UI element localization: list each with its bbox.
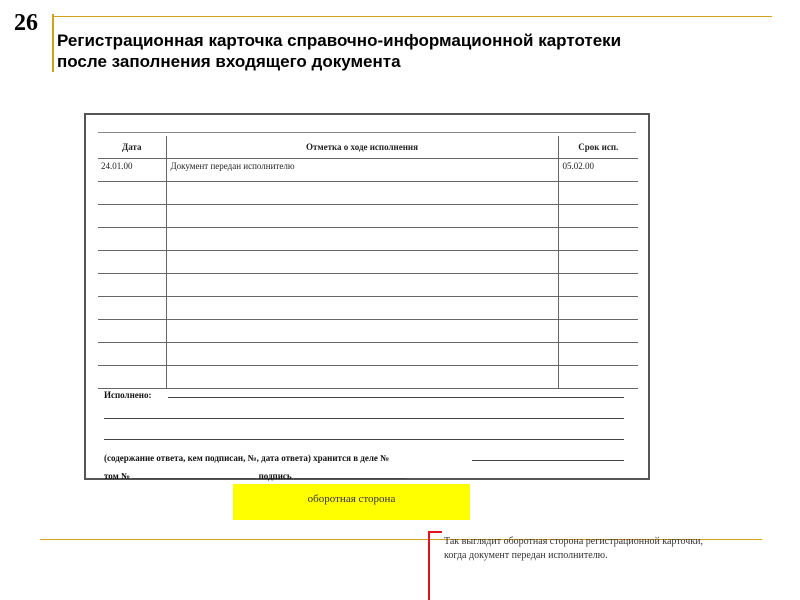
slide-number: 26	[14, 10, 38, 36]
note-marker-line	[428, 531, 430, 600]
registration-card	[84, 113, 650, 480]
volume-signature-line	[104, 465, 624, 483]
header-progress: Отметка о ходе исполнения	[166, 136, 558, 159]
signature-blank	[294, 470, 406, 479]
blank-line	[104, 402, 624, 423]
note-marker-tick	[430, 531, 442, 533]
cell-deadline: 05.02.00	[558, 159, 638, 182]
table-row	[98, 251, 638, 274]
card-top-rule	[98, 132, 636, 133]
table-header-row	[98, 136, 638, 159]
reverse-side-label: оборотная сторона	[307, 493, 396, 505]
table-row	[98, 320, 638, 343]
table-row	[98, 343, 638, 366]
title-accent-horizontal-line	[52, 16, 772, 17]
blank-fill-1	[104, 418, 624, 419]
storage-label: (содержание ответа, кем подписан, №, дата ответа) хранится в деле №	[104, 453, 390, 463]
title-accent-vertical-line	[52, 14, 54, 72]
reverse-side-highlight	[233, 484, 470, 520]
note-text: Так выглядит оборотная сторона регистрационной карточки, когда документ передан исполнителю.	[444, 536, 704, 561]
table-row	[98, 228, 638, 251]
slide-title	[57, 30, 777, 72]
card-footer	[104, 381, 624, 483]
slide-title-line-1: Регистрационная карточка справочно-информационной картотеки	[57, 31, 622, 50]
blank-fill-2	[104, 439, 624, 440]
entries-table	[98, 136, 638, 389]
blank-line	[104, 423, 624, 444]
volume-blank	[132, 470, 256, 479]
volume-label: том №	[104, 471, 131, 481]
header-date: Дата	[98, 136, 166, 159]
slide-title-line-2: после заполнения входящего документа	[57, 52, 401, 71]
signature-label: подпись	[258, 471, 292, 481]
executed-label: Исполнено:	[104, 390, 152, 400]
table-row	[98, 274, 638, 297]
cell-progress: Документ передан исполнителю	[166, 159, 558, 182]
executed-blank	[168, 397, 624, 398]
header-deadline: Срок исп.	[558, 136, 638, 159]
table-row	[98, 182, 638, 205]
table-row	[98, 159, 638, 182]
cell-date: 24.01.00	[98, 159, 166, 182]
table-row	[98, 205, 638, 228]
executed-line	[104, 381, 624, 402]
storage-line	[104, 444, 624, 465]
case-number-blank	[472, 460, 624, 461]
table-row	[98, 297, 638, 320]
